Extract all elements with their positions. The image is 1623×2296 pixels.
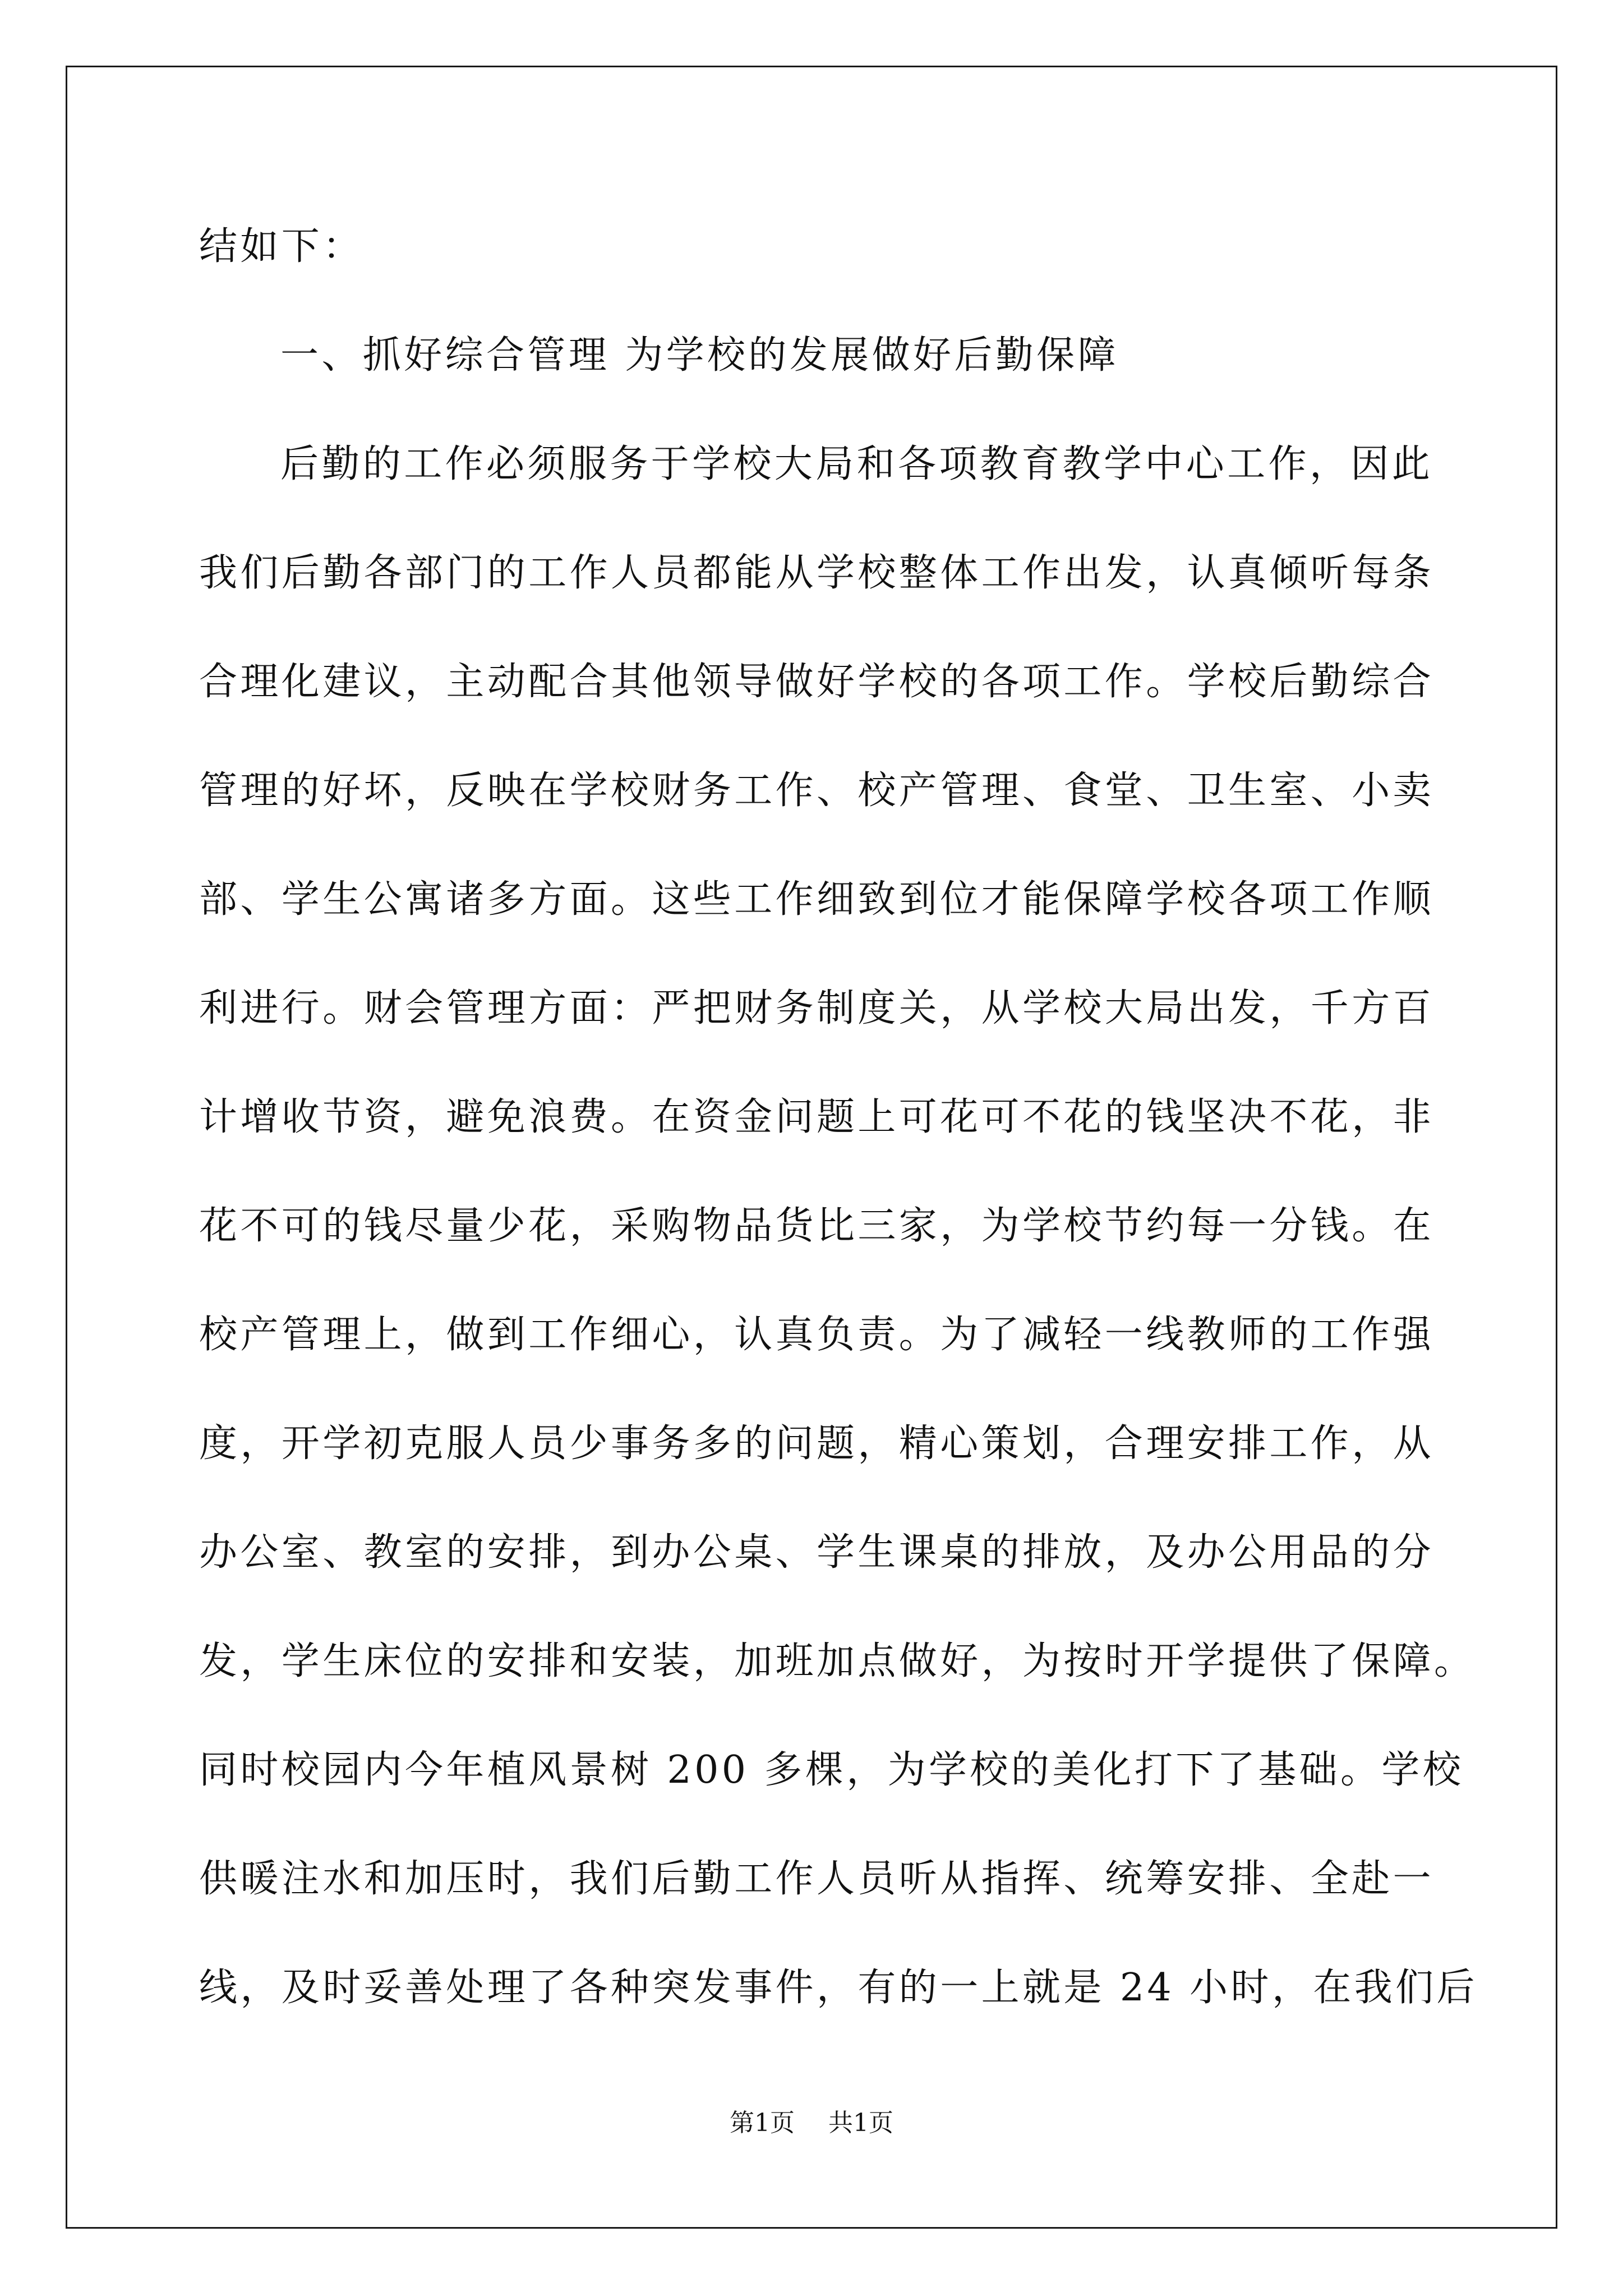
page-footer (0, 2108, 1623, 2139)
text-line: 我们后勤各部门的工作人员都能从学校整体工作出发，认真倾听每条 (199, 551, 1435, 595)
text-line: 度，开学初克服人员少事务多的问题，精心策划，合理安排工作，从 (199, 1421, 1435, 1466)
text-line: 计增收节资，避免浪费。在资金问题上可花可不花的钱坚决不花，非 (199, 1095, 1435, 1139)
text-line: 合理化建议，主动配合其他领导做好学校的各项工作。学校后勤综合 (199, 660, 1435, 704)
text-line: 利进行。财会管理方面：严把财务制度关，从学校大局出发，千方百 (199, 986, 1435, 1030)
text-line: 后勤的工作必须服务于学校大局和各项教育教学中心工作，因此 (280, 442, 1433, 486)
section-heading: 一、抓好综合管理 为学校的发展做好后勤保障 (280, 333, 1119, 378)
text-line: 同时校园内今年植风景树 200 多棵，为学校的美化打下了基础。学校 (199, 1748, 1464, 1792)
page-number: 第1页 (730, 2109, 795, 2137)
text-line: 线，及时妥善处理了各种突发事件，有的一上就是 24 小时，在我们后 (199, 1966, 1478, 2010)
text-line: 供暖注水和加压时，我们后勤工作人员听从指挥、统筹安排、全赴一 (199, 1857, 1435, 1901)
text-line: 部、学生公寓诸多方面。这些工作细致到位才能保障学校各项工作顺 (199, 877, 1435, 922)
text-line: 花不可的钱尽量少花，采购物品货比三家，为学校节约每一分钱。在 (199, 1204, 1435, 1248)
text-line: 发，学生床位的安排和安装，加班加点做好，为按时开学提供了保障。 (199, 1639, 1476, 1683)
page-border (66, 66, 1557, 2229)
text-line: 校产管理上，做到工作细心，认真负责。为了减轻一线教师的工作强 (199, 1313, 1435, 1357)
text-line: 管理的好坏，反映在学校财务工作、校产管理、食堂、卫生室、小卖 (199, 769, 1435, 813)
text-line: 结如下： (199, 224, 364, 269)
page-total: 共1页 (828, 2109, 893, 2137)
text-line: 办公室、教室的安排，到办公桌、学生课桌的排放，及办公用品的分 (199, 1530, 1435, 1575)
